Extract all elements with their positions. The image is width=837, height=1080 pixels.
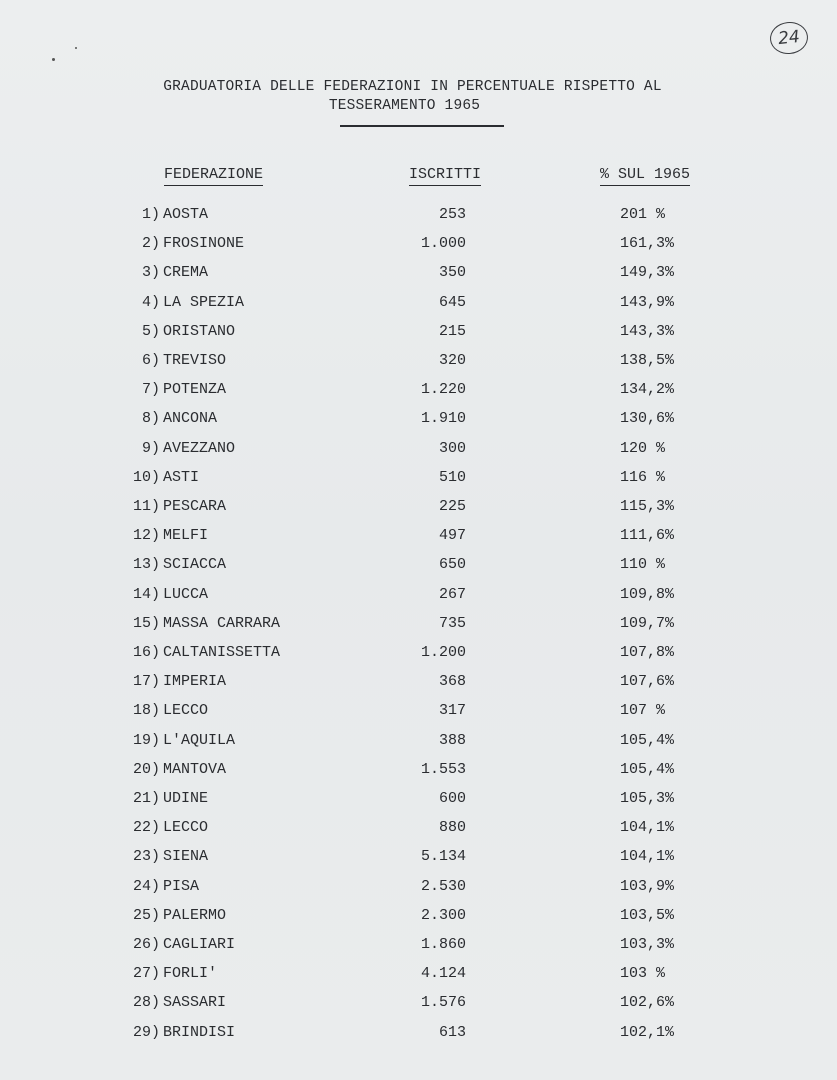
row-rank: 7) (141, 381, 160, 398)
row-rank: 2) (141, 235, 160, 252)
table-row (0, 410, 837, 430)
row-iscritti: 5.134 (420, 848, 466, 865)
table-row (0, 848, 837, 868)
row-percent: 130,6% (620, 410, 675, 427)
row-iscritti: 253 (438, 206, 466, 223)
row-percent: 103 % (620, 965, 666, 982)
table-row (0, 264, 837, 284)
table-row (0, 994, 837, 1014)
row-iscritti: 1.553 (420, 761, 466, 778)
row-percent: 103,5% (620, 907, 675, 924)
row-rank: 29) (132, 1024, 160, 1041)
row-rank: 25) (132, 907, 160, 924)
row-percent: 111,6% (620, 527, 675, 544)
table-row (0, 673, 837, 693)
row-federazione: SIENA (163, 848, 209, 865)
table-row (0, 878, 837, 898)
row-iscritti: 1.910 (420, 410, 466, 427)
row-iscritti: 510 (438, 469, 466, 486)
row-percent: 105,3% (620, 790, 675, 807)
row-federazione: LECCO (163, 702, 209, 719)
row-rank: 17) (132, 673, 160, 690)
row-federazione: IMPERIA (163, 673, 227, 690)
row-percent: 103,3% (620, 936, 675, 953)
row-iscritti: 735 (438, 615, 466, 632)
row-federazione: LECCO (163, 819, 209, 836)
table-row (0, 469, 837, 489)
row-percent: 102,1% (620, 1024, 675, 1041)
row-percent: 107,6% (620, 673, 675, 690)
row-percent: 105,4% (620, 761, 675, 778)
row-federazione: BRINDISI (163, 1024, 236, 1041)
table-row (0, 206, 837, 226)
row-percent: 107 % (620, 702, 666, 719)
row-iscritti: 613 (438, 1024, 466, 1041)
ink-speck (75, 47, 77, 49)
table-row (0, 352, 837, 372)
row-federazione: POTENZA (163, 381, 227, 398)
row-rank: 13) (132, 556, 160, 573)
row-rank: 10) (132, 469, 160, 486)
row-rank: 3) (141, 264, 160, 281)
row-federazione: PESCARA (163, 498, 227, 515)
row-federazione: UDINE (163, 790, 209, 807)
row-iscritti: 317 (438, 702, 466, 719)
row-iscritti: 4.124 (420, 965, 466, 982)
row-iscritti: 1.200 (420, 644, 466, 661)
row-rank: 22) (132, 819, 160, 836)
row-iscritti: 215 (438, 323, 466, 340)
row-percent: 201 % (620, 206, 666, 223)
row-rank: 9) (141, 440, 160, 457)
row-federazione: SASSARI (163, 994, 227, 1011)
row-iscritti: 350 (438, 264, 466, 281)
row-iscritti: 1.220 (420, 381, 466, 398)
row-rank: 24) (132, 878, 160, 895)
row-percent: 143,9% (620, 294, 675, 311)
table-row (0, 936, 837, 956)
row-rank: 1) (141, 206, 160, 223)
table-row (0, 907, 837, 927)
row-iscritti: 645 (438, 294, 466, 311)
row-rank: 27) (132, 965, 160, 982)
row-percent: 115,3% (620, 498, 675, 515)
table-row (0, 556, 837, 576)
table-row (0, 819, 837, 839)
row-federazione: MANTOVA (163, 761, 227, 778)
row-federazione: ANCONA (163, 410, 218, 427)
table-row (0, 644, 837, 664)
row-iscritti: 2.300 (420, 907, 466, 924)
table-row (0, 498, 837, 518)
row-federazione: AVEZZANO (163, 440, 236, 457)
row-federazione: TREVISO (163, 352, 227, 369)
row-federazione: CREMA (163, 264, 209, 281)
row-federazione: FROSINONE (163, 235, 245, 252)
row-rank: 5) (141, 323, 160, 340)
column-header-iscritti: ISCRITTI (409, 166, 481, 186)
table-row (0, 790, 837, 810)
table-row (0, 440, 837, 460)
row-iscritti: 320 (438, 352, 466, 369)
row-percent: 102,6% (620, 994, 675, 1011)
document-title-line-2: TESSERAMENTO 1965 (328, 98, 481, 114)
row-federazione: LUCCA (163, 586, 209, 603)
row-rank: 4) (141, 294, 160, 311)
row-federazione: PALERMO (163, 907, 227, 924)
table-row (0, 732, 837, 752)
document-title-line-1: GRADUATORIA DELLE FEDERAZIONI IN PERCENTUALE RISPETTO AL (163, 79, 662, 95)
table-row (0, 965, 837, 985)
row-percent: 103,9% (620, 878, 675, 895)
row-federazione: AOSTA (163, 206, 209, 223)
row-federazione: PISA (163, 878, 200, 895)
title-underline (340, 125, 504, 127)
table-row (0, 1024, 837, 1044)
row-iscritti: 388 (438, 732, 466, 749)
row-rank: 26) (132, 936, 160, 953)
row-rank: 18) (132, 702, 160, 719)
row-federazione: SCIACCA (163, 556, 227, 573)
table-row (0, 527, 837, 547)
table-row (0, 381, 837, 401)
row-iscritti: 225 (438, 498, 466, 515)
row-rank: 15) (132, 615, 160, 632)
row-rank: 12) (132, 527, 160, 544)
row-iscritti: 880 (438, 819, 466, 836)
row-percent: 120 % (620, 440, 666, 457)
row-iscritti: 650 (438, 556, 466, 573)
table-row (0, 294, 837, 314)
row-percent: 116 % (620, 469, 666, 486)
row-iscritti: 300 (438, 440, 466, 457)
row-federazione: CALTANISSETTA (163, 644, 281, 661)
row-rank: 14) (132, 586, 160, 603)
row-rank: 19) (132, 732, 160, 749)
ink-speck (52, 58, 55, 61)
row-rank: 6) (141, 352, 160, 369)
row-iscritti: 1.000 (420, 235, 466, 252)
row-rank: 28) (132, 994, 160, 1011)
row-percent: 104,1% (620, 848, 675, 865)
row-percent: 110 % (620, 556, 666, 573)
row-iscritti: 1.576 (420, 994, 466, 1011)
row-rank: 11) (132, 498, 160, 515)
table-row (0, 702, 837, 722)
table-row (0, 761, 837, 781)
row-iscritti: 267 (438, 586, 466, 603)
row-federazione: CAGLIARI (163, 936, 236, 953)
table-row (0, 586, 837, 606)
row-rank: 23) (132, 848, 160, 865)
row-iscritti: 600 (438, 790, 466, 807)
row-rank: 8) (141, 410, 160, 427)
row-percent: 149,3% (620, 264, 675, 281)
row-percent: 109,8% (620, 586, 675, 603)
row-federazione: LA SPEZIA (163, 294, 245, 311)
row-percent: 134,2% (620, 381, 675, 398)
row-iscritti: 368 (438, 673, 466, 690)
row-percent: 138,5% (620, 352, 675, 369)
table-row (0, 235, 837, 255)
row-federazione: ASTI (163, 469, 200, 486)
row-federazione: MELFI (163, 527, 209, 544)
column-header-percent: % SUL 1965 (600, 166, 690, 186)
row-federazione: MASSA CARRARA (163, 615, 281, 632)
row-percent: 107,8% (620, 644, 675, 661)
row-percent: 161,3% (620, 235, 675, 252)
table-row (0, 615, 837, 635)
row-percent: 109,7% (620, 615, 675, 632)
row-percent: 104,1% (620, 819, 675, 836)
row-federazione: ORISTANO (163, 323, 236, 340)
row-rank: 20) (132, 761, 160, 778)
page-number-circled: 24 (768, 20, 809, 56)
row-percent: 105,4% (620, 732, 675, 749)
table-row (0, 323, 837, 343)
row-rank: 21) (132, 790, 160, 807)
row-iscritti: 2.530 (420, 878, 466, 895)
row-federazione: FORLI' (163, 965, 218, 982)
row-percent: 143,3% (620, 323, 675, 340)
row-iscritti: 497 (438, 527, 466, 544)
column-header-federazione: FEDERAZIONE (164, 166, 263, 186)
row-federazione: L'AQUILA (163, 732, 236, 749)
row-rank: 16) (132, 644, 160, 661)
row-iscritti: 1.860 (420, 936, 466, 953)
